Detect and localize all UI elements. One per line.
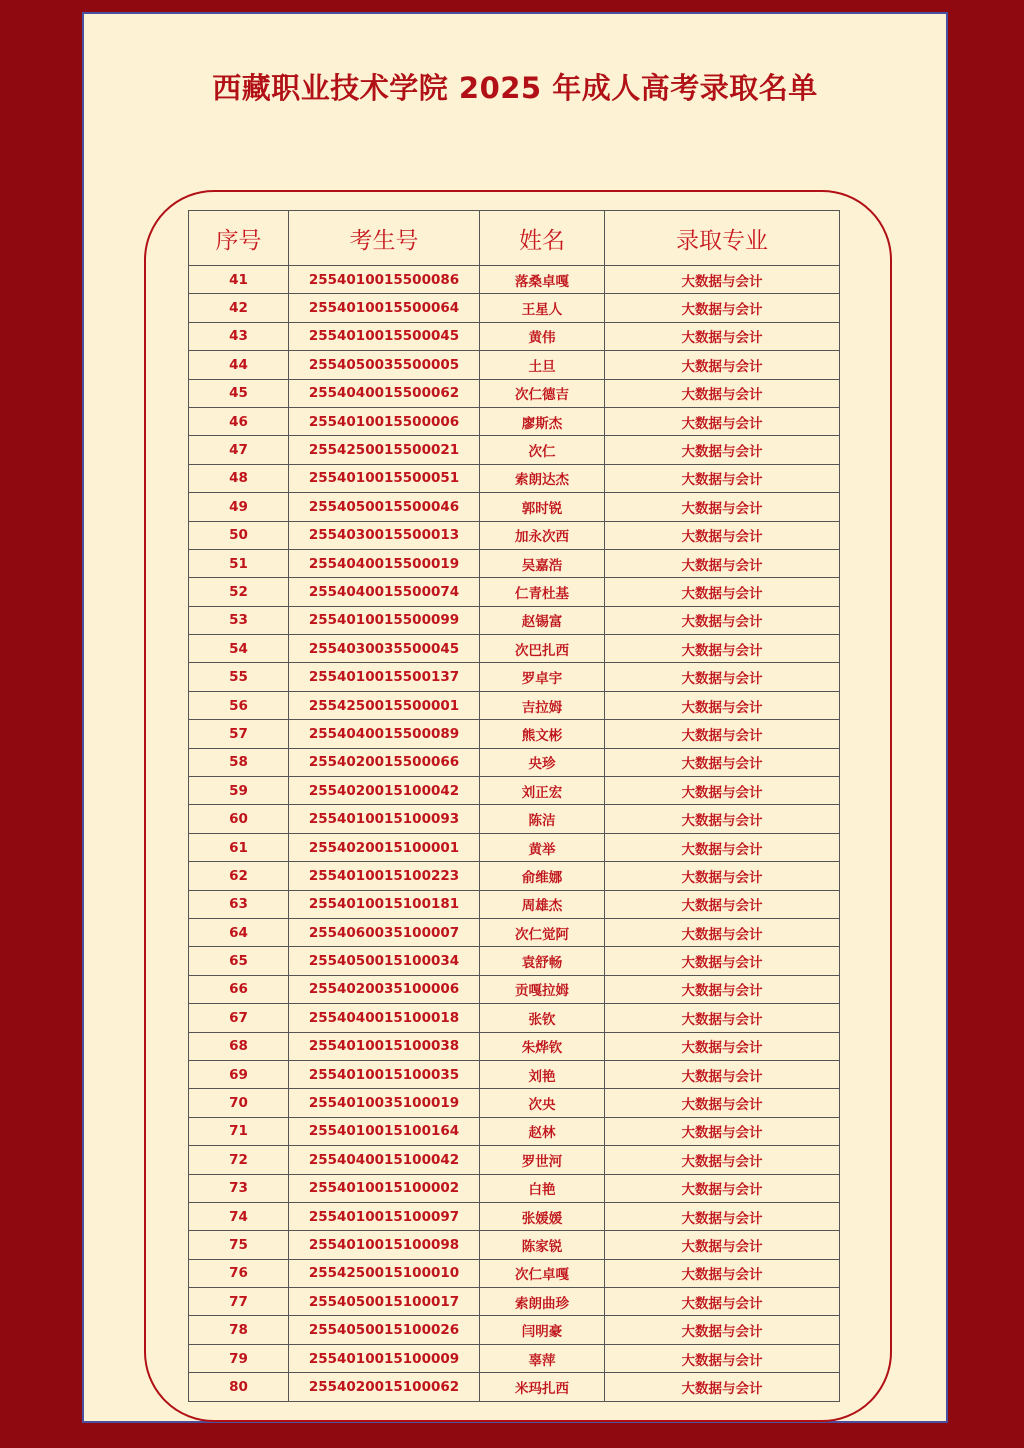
document-page — [82, 12, 948, 1423]
table-row — [189, 549, 840, 577]
table-row — [189, 918, 840, 946]
cell-exam-number: 2554010015100009 — [289, 1344, 480, 1372]
cell-name: 刘正宏 — [480, 777, 605, 805]
cell-name: 赵锡富 — [480, 606, 605, 634]
cell-name: 陈家锐 — [480, 1231, 605, 1259]
cell-major: 大数据与会计 — [605, 691, 840, 719]
cell-major: 大数据与会计 — [605, 918, 840, 946]
cell-major: 大数据与会计 — [605, 1060, 840, 1088]
cell-name: 闫明豪 — [480, 1316, 605, 1344]
cell-name: 辜萍 — [480, 1344, 605, 1372]
cell-major: 大数据与会计 — [605, 578, 840, 606]
cell-exam-number: 2554050015500046 — [289, 493, 480, 521]
table-row — [189, 777, 840, 805]
cell-name: 次央 — [480, 1089, 605, 1117]
table-row — [189, 1089, 840, 1117]
cell-exam-number: 2554250015500021 — [289, 436, 480, 464]
cell-index: 59 — [189, 777, 289, 805]
table-row — [189, 407, 840, 435]
cell-name: 米玛扎西 — [480, 1373, 605, 1401]
header-major: 录取专业 — [605, 211, 840, 266]
cell-major: 大数据与会计 — [605, 464, 840, 492]
cell-name: 周雄杰 — [480, 890, 605, 918]
table-row — [189, 635, 840, 663]
cell-major: 大数据与会计 — [605, 1146, 840, 1174]
cell-exam-number: 2554010015100093 — [289, 805, 480, 833]
cell-exam-number: 2554010015500045 — [289, 322, 480, 350]
cell-major: 大数据与会计 — [605, 663, 840, 691]
table-row — [189, 862, 840, 890]
cell-major: 大数据与会计 — [605, 862, 840, 890]
cell-name: 俞维娜 — [480, 862, 605, 890]
table-row — [189, 436, 840, 464]
cell-name: 土旦 — [480, 351, 605, 379]
cell-index: 77 — [189, 1288, 289, 1316]
table-row — [189, 294, 840, 322]
cell-major: 大数据与会计 — [605, 521, 840, 549]
admission-table — [188, 210, 840, 1402]
cell-index: 56 — [189, 691, 289, 719]
table-row — [189, 691, 840, 719]
cell-name: 次仁卓嘎 — [480, 1259, 605, 1287]
cell-exam-number: 2554010015500006 — [289, 407, 480, 435]
cell-index: 65 — [189, 947, 289, 975]
table-row — [189, 1174, 840, 1202]
cell-major: 大数据与会计 — [605, 777, 840, 805]
cell-exam-number: 2554050015100017 — [289, 1288, 480, 1316]
cell-major: 大数据与会计 — [605, 549, 840, 577]
cell-exam-number: 2554010015100164 — [289, 1117, 480, 1145]
cell-major: 大数据与会计 — [605, 1344, 840, 1372]
cell-name: 吴嘉浩 — [480, 549, 605, 577]
cell-major: 大数据与会计 — [605, 1004, 840, 1032]
cell-name: 次仁德吉 — [480, 379, 605, 407]
table-row — [189, 1202, 840, 1230]
page-title: 西藏职业技术学院 2025 年成人高考录取名单 — [212, 71, 818, 105]
cell-major: 大数据与会计 — [605, 1089, 840, 1117]
cell-index: 55 — [189, 663, 289, 691]
table-row — [189, 351, 840, 379]
cell-index: 70 — [189, 1089, 289, 1117]
table-row — [189, 322, 840, 350]
cell-exam-number: 2554010015100181 — [289, 890, 480, 918]
cell-name: 袁舒畅 — [480, 947, 605, 975]
cell-index: 73 — [189, 1174, 289, 1202]
cell-name: 落桑卓嘎 — [480, 266, 605, 294]
cell-index: 68 — [189, 1032, 289, 1060]
table-row — [189, 1032, 840, 1060]
cell-index: 74 — [189, 1202, 289, 1230]
cell-index: 52 — [189, 578, 289, 606]
cell-major: 大数据与会计 — [605, 436, 840, 464]
cell-index: 80 — [189, 1373, 289, 1401]
cell-major: 大数据与会计 — [605, 1174, 840, 1202]
table-row — [189, 266, 840, 294]
table-row — [189, 1231, 840, 1259]
cell-exam-number: 2554010015100098 — [289, 1231, 480, 1259]
table-row — [189, 1259, 840, 1287]
cell-exam-number: 2554010015100002 — [289, 1174, 480, 1202]
cell-exam-number: 2554010015100038 — [289, 1032, 480, 1060]
cell-exam-number: 2554010035100019 — [289, 1089, 480, 1117]
cell-index: 48 — [189, 464, 289, 492]
cell-exam-number: 2554040015500019 — [289, 549, 480, 577]
header-index: 序号 — [189, 211, 289, 266]
cell-index: 50 — [189, 521, 289, 549]
cell-major: 大数据与会计 — [605, 294, 840, 322]
cell-index: 67 — [189, 1004, 289, 1032]
cell-index: 63 — [189, 890, 289, 918]
cell-name: 贡嘎拉姆 — [480, 975, 605, 1003]
cell-exam-number: 2554010015100097 — [289, 1202, 480, 1230]
table-row — [189, 663, 840, 691]
cell-name: 赵林 — [480, 1117, 605, 1145]
cell-index: 64 — [189, 918, 289, 946]
cell-index: 45 — [189, 379, 289, 407]
table-row — [189, 1288, 840, 1316]
cell-index: 62 — [189, 862, 289, 890]
header-exam-number: 考生号 — [289, 211, 480, 266]
cell-index: 43 — [189, 322, 289, 350]
cell-name: 张媛媛 — [480, 1202, 605, 1230]
cell-major: 大数据与会计 — [605, 1231, 840, 1259]
cell-name: 刘艳 — [480, 1060, 605, 1088]
cell-exam-number: 2554010015500099 — [289, 606, 480, 634]
cell-index: 58 — [189, 748, 289, 776]
cell-name: 仁青杜基 — [480, 578, 605, 606]
table-header-row — [189, 211, 840, 266]
cell-name: 张钦 — [480, 1004, 605, 1032]
cell-major: 大数据与会计 — [605, 720, 840, 748]
cell-exam-number: 2554250015100010 — [289, 1259, 480, 1287]
cell-name: 次仁觉阿 — [480, 918, 605, 946]
cell-major: 大数据与会计 — [605, 947, 840, 975]
cell-exam-number: 2554010015500064 — [289, 294, 480, 322]
table-row — [189, 805, 840, 833]
cell-index: 72 — [189, 1146, 289, 1174]
table-row — [189, 1146, 840, 1174]
cell-major: 大数据与会计 — [605, 635, 840, 663]
cell-index: 42 — [189, 294, 289, 322]
cell-exam-number: 2554010015100223 — [289, 862, 480, 890]
table-row — [189, 379, 840, 407]
cell-index: 60 — [189, 805, 289, 833]
cell-major: 大数据与会计 — [605, 1288, 840, 1316]
cell-major: 大数据与会计 — [605, 266, 840, 294]
cell-name: 朱烨钦 — [480, 1032, 605, 1060]
cell-index: 75 — [189, 1231, 289, 1259]
cell-major: 大数据与会计 — [605, 890, 840, 918]
cell-index: 57 — [189, 720, 289, 748]
cell-index: 54 — [189, 635, 289, 663]
cell-major: 大数据与会计 — [605, 833, 840, 861]
cell-name: 熊文彬 — [480, 720, 605, 748]
cell-major: 大数据与会计 — [605, 1117, 840, 1145]
cell-name: 索朗曲珍 — [480, 1288, 605, 1316]
table-row — [189, 1344, 840, 1372]
cell-name: 陈洁 — [480, 805, 605, 833]
cell-index: 61 — [189, 833, 289, 861]
cell-name: 罗卓宇 — [480, 663, 605, 691]
cell-name: 索朗达杰 — [480, 464, 605, 492]
cell-index: 66 — [189, 975, 289, 1003]
header-name: 姓名 — [480, 211, 605, 266]
cell-exam-number: 2554020015500066 — [289, 748, 480, 776]
cell-exam-number: 2554250015500001 — [289, 691, 480, 719]
table-body — [189, 266, 840, 1402]
cell-major: 大数据与会计 — [605, 1316, 840, 1344]
table-row — [189, 521, 840, 549]
cell-exam-number: 2554010015500051 — [289, 464, 480, 492]
cell-major: 大数据与会计 — [605, 1032, 840, 1060]
cell-index: 51 — [189, 549, 289, 577]
cell-exam-number: 2554020015100062 — [289, 1373, 480, 1401]
table-row — [189, 947, 840, 975]
cell-index: 53 — [189, 606, 289, 634]
cell-exam-number: 2554010015100035 — [289, 1060, 480, 1088]
cell-name: 廖斯杰 — [480, 407, 605, 435]
cell-index: 49 — [189, 493, 289, 521]
cell-exam-number: 2554020015100042 — [289, 777, 480, 805]
cell-name: 吉拉姆 — [480, 691, 605, 719]
table-row — [189, 464, 840, 492]
cell-major: 大数据与会计 — [605, 351, 840, 379]
cell-exam-number: 2554050015100034 — [289, 947, 480, 975]
cell-exam-number: 2554020035100006 — [289, 975, 480, 1003]
table-row — [189, 1117, 840, 1145]
table-row — [189, 1004, 840, 1032]
cell-exam-number: 2554030035500045 — [289, 635, 480, 663]
cell-name: 次仁 — [480, 436, 605, 464]
table-row — [189, 890, 840, 918]
cell-exam-number: 2554050015100026 — [289, 1316, 480, 1344]
cell-name: 次巴扎西 — [480, 635, 605, 663]
cell-major: 大数据与会计 — [605, 975, 840, 1003]
cell-index: 46 — [189, 407, 289, 435]
table-row — [189, 606, 840, 634]
table-row — [189, 578, 840, 606]
cell-exam-number: 2554040015500074 — [289, 578, 480, 606]
cell-index: 79 — [189, 1344, 289, 1372]
cell-exam-number: 2554010015500137 — [289, 663, 480, 691]
cell-index: 44 — [189, 351, 289, 379]
cell-name: 黄举 — [480, 833, 605, 861]
cell-index: 41 — [189, 266, 289, 294]
cell-exam-number: 2554040015500089 — [289, 720, 480, 748]
cell-exam-number: 2554040015100018 — [289, 1004, 480, 1032]
cell-name: 罗世河 — [480, 1146, 605, 1174]
cell-major: 大数据与会计 — [605, 407, 840, 435]
cell-major: 大数据与会计 — [605, 606, 840, 634]
cell-name: 王星人 — [480, 294, 605, 322]
table-row — [189, 720, 840, 748]
cell-name: 央珍 — [480, 748, 605, 776]
table-row — [189, 1060, 840, 1088]
cell-name: 黄伟 — [480, 322, 605, 350]
cell-major: 大数据与会计 — [605, 379, 840, 407]
cell-major: 大数据与会计 — [605, 322, 840, 350]
cell-exam-number: 2554040015500062 — [289, 379, 480, 407]
cell-major: 大数据与会计 — [605, 1373, 840, 1401]
table-row — [189, 975, 840, 1003]
cell-exam-number: 2554020015100001 — [289, 833, 480, 861]
cell-major: 大数据与会计 — [605, 1259, 840, 1287]
cell-name: 白艳 — [480, 1174, 605, 1202]
cell-index: 76 — [189, 1259, 289, 1287]
cell-exam-number: 2554050035500005 — [289, 351, 480, 379]
table-row — [189, 1316, 840, 1344]
table-row — [189, 833, 840, 861]
cell-index: 47 — [189, 436, 289, 464]
table-row — [189, 1373, 840, 1401]
cell-index: 71 — [189, 1117, 289, 1145]
cell-index: 69 — [189, 1060, 289, 1088]
cell-exam-number: 2554040015100042 — [289, 1146, 480, 1174]
table-row — [189, 493, 840, 521]
cell-major: 大数据与会计 — [605, 805, 840, 833]
cell-major: 大数据与会计 — [605, 493, 840, 521]
cell-exam-number: 2554060035100007 — [289, 918, 480, 946]
cell-name: 加永次西 — [480, 521, 605, 549]
cell-name: 郭时锐 — [480, 493, 605, 521]
cell-exam-number: 2554030015500013 — [289, 521, 480, 549]
cell-exam-number: 2554010015500086 — [289, 266, 480, 294]
cell-major: 大数据与会计 — [605, 1202, 840, 1230]
cell-major: 大数据与会计 — [605, 748, 840, 776]
cell-index: 78 — [189, 1316, 289, 1344]
table-row — [189, 748, 840, 776]
